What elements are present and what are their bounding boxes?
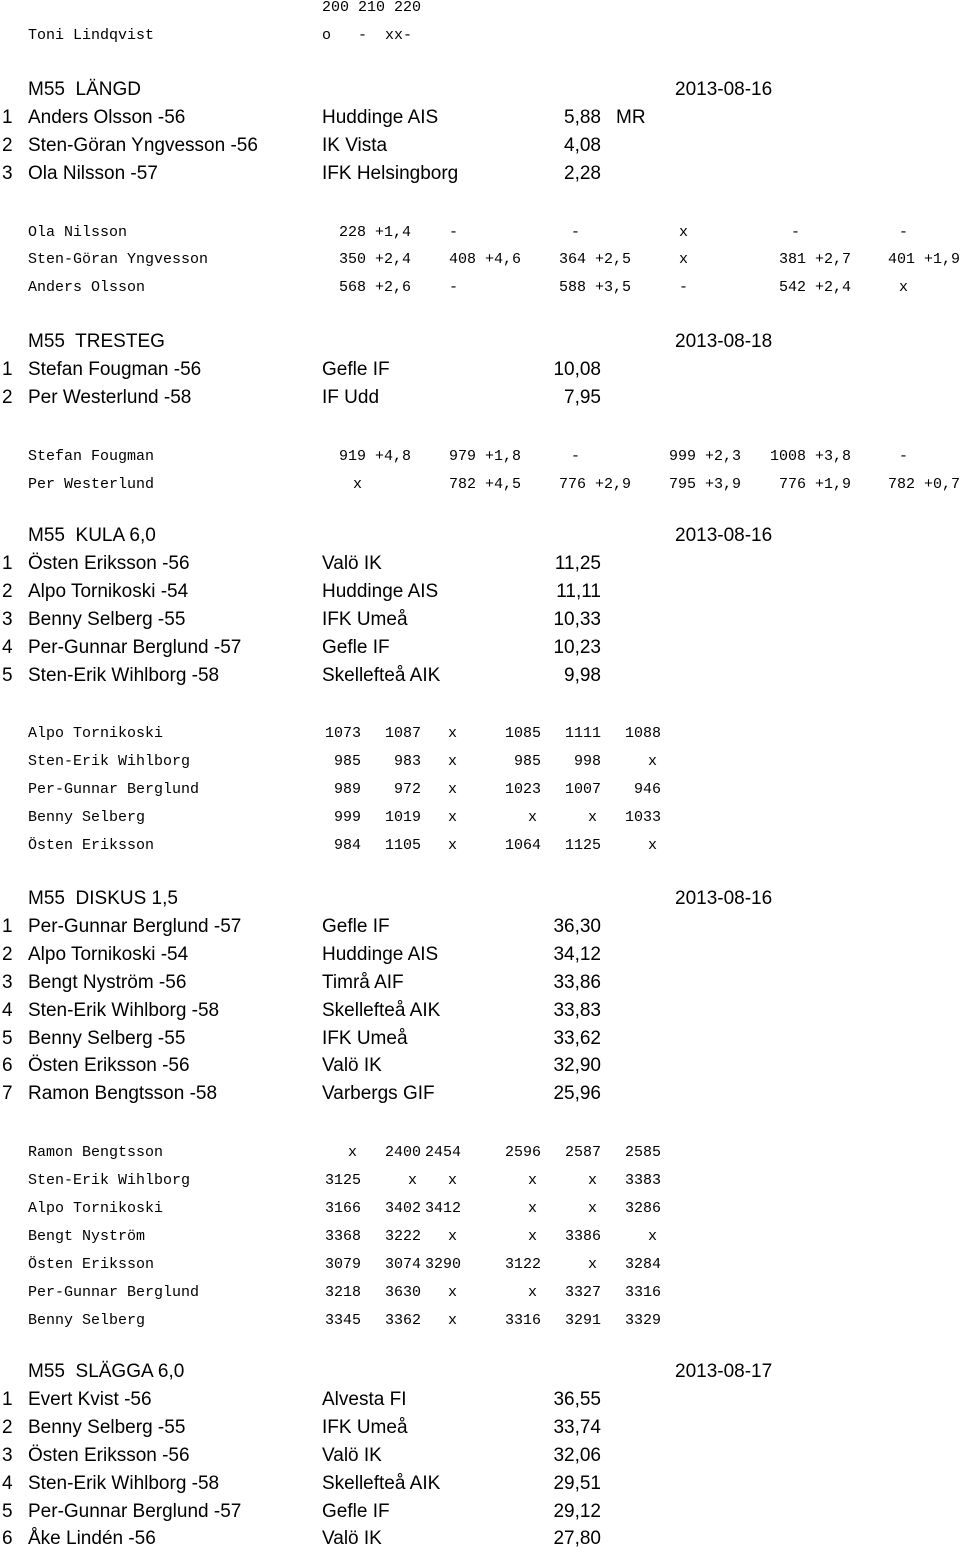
series-athlete-name: Sten-Erik Wihlborg [28, 1172, 191, 1189]
series-row [0, 747, 960, 775]
attempt-value: x [447, 1283, 457, 1301]
series-row [0, 218, 960, 246]
result-place: 5 [2, 1027, 13, 1049]
series-athlete-name: Ramon Bengtsson [28, 1144, 164, 1162]
athlete-name: Per-Gunnar Berglund -57 [28, 1500, 242, 1522]
attempt-value: - [790, 223, 800, 241]
club-name: Gefle IF [322, 636, 390, 658]
attempt-value: x [587, 1199, 597, 1217]
result-place: 2 [2, 134, 13, 156]
series-row [0, 1250, 960, 1278]
result-row [0, 1024, 960, 1052]
attempt-value: x [447, 1172, 457, 1189]
result-value: 11,11 [556, 580, 601, 602]
athlete-name: Bengt Nyström -56 [28, 971, 187, 993]
series-athlete-name: Alpo Tornikoski [28, 725, 164, 743]
event-title: M55 SLÄGGA 6,0 [28, 1361, 185, 1382]
attempt-value: x [447, 809, 457, 826]
attempt-value: 2587 [564, 1144, 601, 1162]
attempt-value: 776 +1,9 [778, 475, 851, 493]
result-place: 3 [2, 1444, 13, 1466]
attempt-value: x [587, 1172, 597, 1189]
result-row [0, 1524, 960, 1552]
result-value: 7,95 [564, 386, 601, 408]
event-title: M55 LÄNGD [28, 79, 141, 100]
attempt-value: 3291 [564, 1311, 601, 1329]
result-place: 4 [2, 999, 13, 1021]
athlete-name: Stefan Fougman -56 [28, 358, 202, 380]
attempt-value: 3290 [424, 1255, 461, 1273]
attempt-value: - [570, 223, 580, 241]
attempt-value: x [678, 251, 688, 269]
athlete-name: Östen Eriksson -56 [28, 1055, 190, 1077]
result-value: 34,12 [553, 943, 601, 965]
attempt-value: 946 [633, 781, 661, 799]
attempt-value: - [448, 223, 458, 241]
result-place: 2 [2, 1416, 13, 1438]
event-date: 2013-08-16 [675, 79, 773, 100]
attempt-value: - [898, 447, 908, 465]
attempt-value: 2454 [424, 1144, 461, 1162]
attempt-value: x [587, 1255, 597, 1273]
series-athlete-name: Anders Olsson [28, 279, 146, 297]
result-value: 32,90 [553, 1055, 601, 1077]
attempt-value: 2585 [624, 1144, 661, 1162]
athlete-name: Alpo Tornikoski -54 [28, 580, 189, 602]
attempt-value: x [647, 1227, 657, 1245]
attempt-value: 3327 [564, 1283, 601, 1301]
athlete-name: Per-Gunnar Berglund -57 [28, 915, 242, 937]
result-row [0, 996, 960, 1024]
attempt-value: - [678, 279, 688, 297]
athlete-name: Sten-Erik Wihlborg -58 [28, 664, 220, 686]
header-author: Toni Lindqvist [28, 27, 155, 44]
attempt-value: 3074 [384, 1255, 421, 1273]
series-athlete-name: Sten-Göran Yngvesson [28, 251, 209, 269]
attempt-value: 1088 [624, 725, 661, 743]
attempt-value: 1085 [504, 725, 541, 743]
attempt-value: - [570, 447, 580, 465]
result-row [0, 159, 960, 187]
series-athlete-name: Benny Selberg [28, 1311, 146, 1329]
club-name: Timrå AIF [322, 971, 404, 993]
attempt-value: 1111 [564, 725, 601, 743]
attempt-value: 979 +1,8 [448, 447, 521, 465]
result-place: 1 [2, 106, 13, 128]
series-athlete-name: Östen Eriksson [28, 836, 155, 854]
attempt-value: x [447, 1227, 457, 1245]
series-row [0, 1222, 960, 1250]
attempt-value: 3345 [324, 1311, 361, 1329]
attempt-value: 776 +2,9 [558, 475, 631, 493]
result-row [0, 633, 960, 661]
attempt-value: 3316 [624, 1283, 661, 1301]
club-name: Huddinge AIS [322, 106, 439, 128]
attempt-value: 228 +1,4 [338, 223, 411, 241]
result-place: 5 [2, 1500, 13, 1522]
result-place: 2 [2, 386, 13, 408]
series-athlete-name: Bengt Nyström [28, 1227, 146, 1245]
attempt-value: x [898, 279, 908, 297]
series-row [0, 831, 960, 859]
event-date: 2013-08-18 [675, 331, 773, 352]
result-place: 6 [2, 1528, 13, 1550]
attempt-value: - [898, 223, 908, 241]
attempt-value: 999 [333, 809, 361, 826]
series-athlete-name: Ola Nilsson [28, 223, 128, 241]
series-athlete-name: Sten-Erik Wihlborg [28, 753, 191, 771]
series-athlete-name: Per-Gunnar Berglund [28, 781, 200, 799]
attempt-value: - [448, 279, 458, 297]
series-athlete-name: Per Westerlund [28, 475, 155, 493]
result-place: 2 [2, 943, 13, 965]
attempt-value: 3362 [384, 1311, 421, 1329]
result-value: 32,06 [553, 1444, 601, 1466]
attempt-value: 989 [333, 781, 361, 799]
attempt-value: 1087 [384, 725, 421, 743]
series-row [0, 442, 960, 470]
result-value: 33,83 [553, 999, 601, 1021]
attempt-value: x [527, 1283, 537, 1301]
event-header [0, 1357, 960, 1385]
attempt-value: 1023 [504, 781, 541, 799]
attempt-value: 919 +4,8 [338, 447, 411, 465]
club-name: IFK Umeå [322, 1416, 408, 1438]
attempt-value: 3286 [624, 1199, 661, 1217]
attempt-value: 1073 [324, 725, 361, 743]
attempt-value: 3412 [424, 1199, 461, 1217]
result-value: 10,08 [553, 358, 601, 380]
result-place: 7 [2, 1083, 13, 1105]
result-row [0, 605, 960, 633]
series-athlete-name: Stefan Fougman [28, 447, 155, 465]
result-place: 3 [2, 971, 13, 993]
result-row [0, 661, 960, 689]
header-numbers-line [0, 0, 960, 21]
athlete-name: Ramon Bengtsson -58 [28, 1083, 218, 1105]
attempt-value: 350 +2,4 [338, 251, 411, 269]
result-place: 3 [2, 162, 13, 184]
athlete-name: Per Westerlund -58 [28, 386, 192, 408]
club-name: IFK Helsingborg [322, 162, 459, 184]
attempt-value: 381 +2,7 [778, 251, 851, 269]
club-name: IF Udd [322, 386, 380, 408]
result-value: 25,96 [553, 1083, 601, 1105]
attempt-value: 795 +3,9 [668, 475, 741, 493]
result-value: 33,74 [553, 1416, 601, 1438]
result-row [0, 940, 960, 968]
attempt-value: 1033 [624, 809, 661, 826]
event-date: 2013-08-16 [675, 525, 773, 546]
club-name: Skellefteå AIK [322, 1472, 441, 1494]
club-name: Huddinge AIS [322, 580, 439, 602]
club-name: IFK Umeå [322, 608, 408, 630]
club-name: IFK Umeå [322, 1027, 408, 1049]
attempt-value: x [447, 753, 457, 771]
club-name: Valö IK [322, 552, 382, 574]
attempt-value: 2596 [504, 1144, 541, 1162]
result-place: 2 [2, 580, 13, 602]
athlete-name: Sten-Erik Wihlborg -58 [28, 999, 220, 1021]
result-row [0, 968, 960, 996]
attempt-value: 1019 [384, 809, 421, 826]
result-place: 6 [2, 1055, 13, 1077]
attempt-value: x [447, 781, 457, 799]
attempt-value: x [527, 1172, 537, 1189]
attempt-value: 1007 [564, 781, 601, 799]
athlete-name: Benny Selberg -55 [28, 1027, 186, 1049]
event-header [0, 521, 960, 549]
club-name: Valö IK [322, 1444, 382, 1466]
attempt-value: 1105 [384, 836, 421, 854]
athlete-name: Anders Olsson -56 [28, 106, 186, 128]
result-value: 29,51 [553, 1472, 601, 1494]
attempt-value: 1125 [564, 836, 601, 854]
attempt-value: 3284 [624, 1255, 661, 1273]
attempt-value: 3402 [384, 1199, 421, 1217]
result-place: 1 [2, 552, 13, 574]
attempt-value: x [347, 1144, 357, 1162]
attempt-value: 542 +2,4 [778, 279, 851, 297]
attempt-value: 782 +0,7 [887, 475, 960, 493]
result-value: 10,33 [553, 608, 601, 630]
attempt-value: 3218 [324, 1283, 361, 1301]
club-name: Alvesta FI [322, 1388, 407, 1410]
club-name: Gefle IF [322, 1500, 390, 1522]
attempt-value: x [527, 809, 537, 826]
athlete-name: Östen Eriksson -56 [28, 1444, 190, 1466]
athlete-name: Åke Lindén -56 [28, 1528, 156, 1550]
athlete-name: Alpo Tornikoski -54 [28, 943, 189, 965]
event-title: M55 KULA 6,0 [28, 525, 156, 546]
event-date: 2013-08-16 [675, 888, 773, 909]
athlete-name: Sten-Erik Wihlborg -58 [28, 1472, 220, 1494]
athlete-name: Benny Selberg -55 [28, 608, 186, 630]
series-athlete-name: Per-Gunnar Berglund [28, 1283, 200, 1301]
series-row [0, 1306, 960, 1334]
attempt-value: 983 [393, 753, 421, 771]
attempt-value: 3386 [564, 1227, 601, 1245]
attempt-value: x [407, 1172, 417, 1189]
attempt-value: x [447, 836, 457, 854]
result-note: MR [616, 106, 646, 128]
series-athlete-name: Östen Eriksson [28, 1255, 155, 1273]
result-value: 5,88 [564, 106, 601, 128]
attempt-value: 972 [393, 781, 421, 799]
result-value: 36,30 [553, 915, 601, 937]
header-author-marks: o - xx- [322, 27, 413, 44]
athlete-name: Sten-Göran Yngvesson -56 [28, 134, 258, 156]
club-name: Valö IK [322, 1055, 382, 1077]
result-place: 3 [2, 608, 13, 630]
result-row [0, 103, 960, 131]
club-name: Gefle IF [322, 915, 390, 937]
attempt-value: 588 +3,5 [558, 279, 631, 297]
attempt-value: x [647, 836, 657, 854]
series-row [0, 1138, 960, 1166]
header-top-numbers: 200 210 220 [322, 0, 422, 16]
club-name: Huddinge AIS [322, 943, 439, 965]
result-value: 33,62 [553, 1027, 601, 1049]
attempt-value: 3166 [324, 1199, 361, 1217]
result-row [0, 577, 960, 605]
result-row [0, 549, 960, 577]
attempt-value: 408 +4,6 [448, 251, 521, 269]
athlete-name: Ola Nilsson -57 [28, 162, 158, 184]
attempt-value: 782 +4,5 [448, 475, 521, 493]
event-header [0, 327, 960, 355]
club-name: Varbergs GIF [322, 1083, 435, 1105]
attempt-value: 401 +1,9 [887, 251, 960, 269]
club-name: Skellefteå AIK [322, 664, 441, 686]
attempt-value: 3222 [384, 1227, 421, 1245]
attempt-value: 985 [513, 753, 541, 771]
result-place: 5 [2, 664, 13, 686]
athlete-name: Per-Gunnar Berglund -57 [28, 636, 242, 658]
club-name: Skellefteå AIK [322, 999, 441, 1021]
event-header [0, 884, 960, 912]
result-row [0, 1051, 960, 1079]
series-row [0, 1278, 960, 1306]
attempt-value: 364 +2,5 [558, 251, 631, 269]
result-place: 4 [2, 636, 13, 658]
event-date: 2013-08-17 [675, 1361, 773, 1382]
attempt-value: x [352, 475, 362, 493]
series-row [0, 1194, 960, 1222]
club-name: IK Vista [322, 134, 388, 156]
series-row [0, 775, 960, 803]
attempt-value: 999 +2,3 [668, 447, 741, 465]
event-header [0, 75, 960, 103]
attempt-value: 3383 [624, 1172, 661, 1189]
series-row [0, 273, 960, 301]
result-value: 9,98 [564, 664, 601, 686]
result-value: 33,86 [553, 971, 601, 993]
result-value: 2,28 [564, 162, 601, 184]
result-row [0, 1441, 960, 1469]
result-row [0, 1469, 960, 1497]
result-row [0, 1385, 960, 1413]
result-row [0, 131, 960, 159]
attempt-value: x [678, 223, 688, 241]
series-row [0, 245, 960, 273]
result-row [0, 383, 960, 411]
club-name: Gefle IF [322, 358, 390, 380]
attempt-value: 1008 +3,8 [769, 447, 851, 465]
result-row [0, 1413, 960, 1441]
attempt-value: x [527, 1227, 537, 1245]
series-row [0, 719, 960, 747]
result-value: 29,12 [553, 1500, 601, 1522]
athlete-name: Benny Selberg -55 [28, 1416, 186, 1438]
attempt-value: 985 [333, 753, 361, 771]
club-name: Valö IK [322, 1528, 382, 1550]
result-value: 10,23 [553, 636, 601, 658]
series-athlete-name: Benny Selberg [28, 809, 146, 826]
result-place: 1 [2, 358, 13, 380]
attempt-value: 3368 [324, 1227, 361, 1245]
attempt-value: 568 +2,6 [338, 279, 411, 297]
result-row [0, 1079, 960, 1107]
attempt-value: 984 [333, 836, 361, 854]
attempt-value: 3125 [324, 1172, 361, 1189]
result-place: 4 [2, 1472, 13, 1494]
attempt-value: x [447, 725, 457, 743]
attempt-value: 3316 [504, 1311, 541, 1329]
attempt-value: x [587, 809, 597, 826]
attempt-value: 998 [573, 753, 601, 771]
result-value: 4,08 [564, 134, 601, 156]
attempt-value: x [527, 1199, 537, 1217]
attempt-value: 3079 [324, 1255, 361, 1273]
result-row [0, 1497, 960, 1525]
result-value: 27,80 [553, 1528, 601, 1550]
attempt-value: 3630 [384, 1283, 421, 1301]
result-row [0, 355, 960, 383]
attempt-value: 3122 [504, 1255, 541, 1273]
attempt-value: 2400 [384, 1144, 421, 1162]
result-place: 1 [2, 915, 13, 937]
series-row [0, 1166, 960, 1194]
result-value: 11,25 [554, 552, 601, 574]
attempt-value: x [647, 753, 657, 771]
result-row [0, 912, 960, 940]
series-row [0, 470, 960, 498]
header-author-line [0, 21, 960, 49]
result-place: 1 [2, 1388, 13, 1410]
series-athlete-name: Alpo Tornikoski [28, 1199, 164, 1217]
attempt-value: 1064 [504, 836, 541, 854]
attempt-value: x [447, 1311, 457, 1329]
event-title: M55 TRESTEG [28, 331, 165, 352]
attempt-value: 3329 [624, 1311, 661, 1329]
event-title: M55 DISKUS 1,5 [28, 888, 178, 909]
series-row [0, 803, 960, 831]
athlete-name: Evert Kvist -56 [28, 1388, 152, 1410]
athlete-name: Östen Eriksson -56 [28, 552, 190, 574]
result-value: 36,55 [553, 1388, 601, 1410]
